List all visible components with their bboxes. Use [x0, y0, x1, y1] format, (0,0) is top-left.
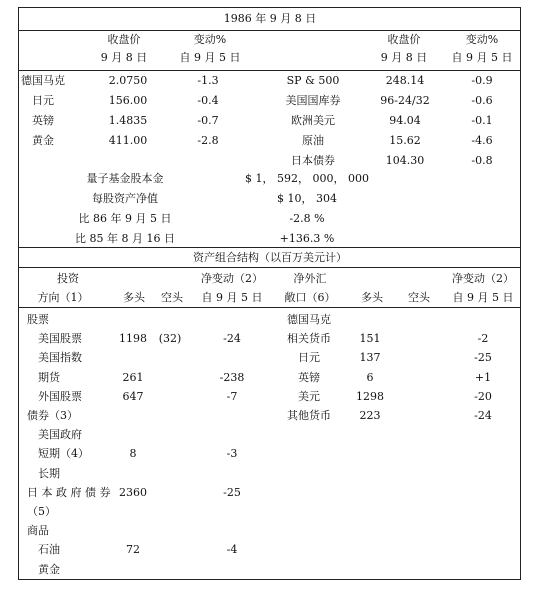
market-name-right: 美国国库券	[285, 94, 341, 107]
portfolio-row-name: 石油	[38, 543, 60, 557]
header-direction: 方向（1）	[37, 291, 89, 304]
market-close-left: 2.0750	[108, 74, 148, 87]
portfolio-row-name: 债券（3）	[27, 409, 78, 422]
header-invest: 投资	[57, 272, 79, 285]
portfolio-row-change: -24	[223, 332, 241, 346]
header-close-left: 收盘价	[107, 33, 141, 46]
fx-row-change: +1	[474, 370, 492, 384]
header-long-right: 多头	[361, 291, 383, 304]
fund-label: 量子基金股本金	[86, 172, 164, 185]
header-change-right: 变动%	[465, 33, 499, 46]
market-change-right: -0.9	[471, 74, 493, 87]
fx-row-long: 223	[359, 409, 381, 422]
fx-row-long: 151	[359, 332, 381, 346]
portfolio-row-long: 72	[126, 543, 140, 557]
portfolio-row-long: 8	[129, 447, 137, 461]
market-change-left: -0.7	[197, 114, 219, 127]
header-short-left: 空头	[161, 291, 183, 304]
header-net-fx: 净外汇	[293, 272, 327, 285]
fx-row-name: 英镑	[298, 370, 320, 384]
portfolio-row-name: 日 本 政 府 债 券	[27, 485, 111, 499]
portfolio-title: 资产组合结构（以百万美元计）	[193, 251, 347, 264]
portfolio-row-name: 长期	[38, 466, 60, 480]
portfolio-row-name: 股票	[27, 313, 49, 326]
header-net-change-since-left: 自 9 月 5 日	[201, 291, 263, 304]
portfolio-row-name: 期货	[38, 370, 60, 384]
portfolio-row-long: 1198	[119, 332, 147, 346]
market-close-right: 15.62	[389, 134, 421, 147]
fund-label: 比 86 年 9 月 5 日	[78, 212, 172, 225]
fx-row-name: 德国马克	[287, 313, 331, 326]
header-close-date-right: 9 月 8 日	[380, 51, 428, 64]
header-net-change-since-right: 自 9 月 5 日	[452, 291, 514, 304]
fx-row-change: -20	[474, 389, 492, 403]
portfolio-row-change: -25	[223, 485, 241, 499]
market-change-left: -0.4	[197, 94, 219, 107]
header-net-change-left: 净变动（2）	[201, 272, 263, 285]
market-change-left: -2.8	[197, 134, 219, 147]
divider	[19, 267, 520, 268]
fund-label: 每股资产净值	[92, 192, 158, 205]
portfolio-row-short: (32)	[158, 332, 182, 346]
market-name-left: 日元	[32, 94, 54, 107]
header-change-left: 变动%	[193, 33, 227, 46]
divider	[19, 247, 520, 248]
market-change-right: -0.6	[471, 94, 493, 107]
fund-label: 比 85 年 8 月 16 日	[75, 232, 175, 245]
market-name-left: 德国马克	[21, 74, 65, 87]
market-close-right: 94.04	[389, 114, 421, 127]
portfolio-row-name: 黄金	[38, 562, 60, 576]
fx-row-name: 美元	[298, 389, 320, 403]
market-close-left: 156.00	[108, 94, 148, 107]
fx-row-name: 相关货币	[287, 332, 331, 346]
portfolio-row-name: 短期（4）	[38, 447, 89, 461]
market-change-right: -4.6	[471, 134, 493, 147]
fx-row-change: -2	[477, 332, 489, 346]
portfolio-row-long: 2360	[119, 485, 147, 499]
fund-value: +136.3 %	[279, 232, 335, 245]
portfolio-row-long: 647	[122, 389, 144, 403]
market-close-right: 96-24/32	[380, 94, 430, 107]
portfolio-row-name: （5）	[27, 505, 56, 518]
market-name-right: SP & 500	[286, 74, 340, 87]
header-change-since-right: 自 9 月 5 日	[451, 51, 513, 64]
portfolio-row-name: 商品	[27, 524, 49, 538]
report-date-title: 1986 年 9 月 8 日	[223, 12, 317, 25]
header-short-right: 空头	[408, 291, 430, 304]
header-net-change-right: 净变动（2）	[452, 272, 514, 285]
fx-row-name: 其他货币	[287, 409, 331, 422]
portfolio-row-name: 美国政府	[38, 428, 82, 442]
market-name-left: 黄金	[32, 134, 54, 147]
fx-row-long: 137	[359, 351, 381, 365]
market-close-right: 104.30	[385, 154, 425, 167]
header-close-date-left: 9 月 8 日	[100, 51, 148, 64]
market-name-right: 欧洲美元	[291, 114, 335, 127]
market-close-left: 411.00	[108, 134, 148, 147]
fund-value: $ 10， 304	[277, 192, 337, 205]
market-change-right: -0.8	[471, 154, 493, 167]
fund-value: -2.8 %	[289, 212, 325, 225]
header-change-since-left: 自 9 月 5 日	[179, 51, 241, 64]
portfolio-row-name: 外国股票	[38, 389, 82, 403]
divider	[19, 30, 520, 31]
portfolio-row-long: 261	[122, 370, 144, 384]
market-change-right: -0.1	[471, 114, 493, 127]
portfolio-row-name: 美国股票	[38, 332, 82, 346]
divider	[19, 70, 520, 71]
fx-row-long: 1298	[356, 389, 384, 403]
portfolio-row-name: 美国指数	[38, 351, 82, 365]
market-name-left: 英镑	[32, 114, 54, 127]
market-change-left: -1.3	[197, 74, 219, 87]
fund-value: $ 1， 592， 000， 000	[245, 172, 369, 185]
market-close-right: 248.14	[385, 74, 425, 87]
portfolio-row-change: -7	[226, 389, 238, 403]
market-name-right: 日本债券	[291, 154, 335, 167]
market-close-left: 1.4835	[108, 114, 148, 127]
portfolio-row-change: -3	[226, 447, 238, 461]
fx-row-long: 6	[366, 370, 374, 384]
header-long-left: 多头	[123, 291, 145, 304]
fx-row-change: -24	[474, 409, 492, 422]
divider	[19, 307, 520, 308]
header-exposure: 敞口（6）	[284, 291, 336, 304]
portfolio-row-change: -4	[226, 543, 238, 557]
portfolio-row-change: -238	[219, 370, 245, 384]
header-close-right: 收盘价	[387, 33, 421, 46]
market-name-right: 原油	[302, 134, 324, 147]
fx-row-change: -25	[474, 351, 492, 365]
fx-row-name: 日元	[298, 351, 320, 365]
